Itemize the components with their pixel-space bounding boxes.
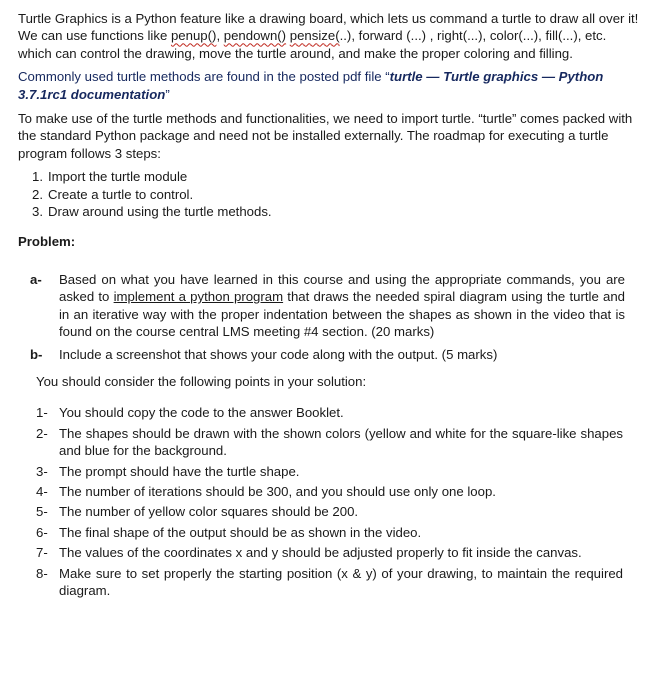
list-item (36, 483, 623, 500)
reference-doc-title: turtle — Turtle graphics — Python 3.7.1rc1 documentation (18, 69, 604, 102)
task-underlined-phrase: implement a python program (113, 289, 284, 305)
list-item (36, 524, 623, 541)
point-text: The values of the coordinates x and y should be adjusted properly to fit inside the canvas. (59, 545, 582, 561)
list-item (36, 544, 623, 561)
reference-text-end: ” (165, 86, 170, 102)
step-text: Import the turtle module (48, 169, 188, 185)
reference-paragraph (18, 68, 640, 103)
point-number: 5- (36, 504, 48, 520)
consider-text: You should consider the following points in your solution: (36, 373, 367, 389)
problem-heading: Problem: (18, 234, 76, 250)
task-text (59, 346, 625, 363)
pensize-function: pensize( (289, 28, 340, 44)
list-item (30, 271, 625, 341)
penup-function: penup() (170, 28, 217, 44)
step-number: 1. (32, 169, 43, 185)
point-text: The number of iterations should be 300, and you should use only one loop. (59, 483, 496, 499)
point-text: You should copy the code to the answer Booklet. (59, 405, 344, 421)
intro-separator-1: , (216, 28, 224, 44)
task-text-start: Include a screenshot that shows your code along with the output. (5 marks) (59, 346, 498, 362)
step-text: Create a turtle to control. (48, 186, 194, 202)
reference-text-start: Commonly used turtle methods are found in the posted pdf file “ (18, 69, 390, 85)
step-text: Draw around using the turtle methods. (48, 204, 272, 220)
point-text: The number of yellow color squares should be 200. (59, 504, 359, 520)
list-item (32, 168, 640, 185)
point-number: 1- (36, 405, 48, 421)
intro-text-end: ..), forward (...) , right(...), color(...), fill(...), etc. which can control the drawing, move the turtle around, and make the proper coloring and filling. (18, 28, 607, 61)
point-number: 3- (36, 463, 48, 479)
list-item (32, 203, 640, 220)
point-text: The final shape of the output should be as shown in the video. (59, 524, 422, 540)
point-number: 7- (36, 545, 48, 561)
points-list (36, 404, 623, 599)
document-page (18, 10, 640, 602)
list-item (36, 463, 623, 480)
list-item (32, 186, 640, 203)
step-number: 2. (32, 186, 43, 202)
task-text-end: that draws the needed spiral diagram using the turtle and in an iterative way with the proper indentation between the shapes as shown in the video that is found on the course central LMS meeting #4 section. (20 marks) (59, 289, 625, 340)
import-paragraph: To make use of the turtle methods and functionalities, we need to import turtle. “turtle” comes packed with the standard Python package and need not be installed externally. The roadmap for executing a turtle program follows 3 steps: (18, 111, 633, 161)
list-item (36, 425, 623, 460)
list-item (30, 346, 625, 363)
step-number: 3. (32, 204, 43, 220)
task-label: a- (30, 271, 42, 287)
list-item (36, 503, 623, 520)
steps-list (18, 168, 640, 220)
list-item (36, 404, 623, 421)
point-number: 2- (36, 425, 48, 441)
task-list (30, 271, 625, 363)
task-text-start: Based on what you have learned in this course and using the appropriate commands, you are asked to (59, 271, 625, 305)
pendown-function: pendown() (223, 28, 287, 44)
task-text (59, 271, 625, 341)
list-item (36, 565, 623, 600)
point-number: 4- (36, 483, 48, 499)
intro-text-start: Turtle Graphics is a Python feature like a drawing board, which lets us command a turtle to draw all over it! We can use functions like (18, 11, 639, 44)
task-label: b- (30, 346, 43, 362)
point-text: Make sure to set properly the starting position (x & y) of your drawing, to maintain the required diagram. (59, 565, 623, 598)
point-number: 6- (36, 524, 48, 540)
intro-paragraph (18, 10, 640, 62)
point-text: The shapes should be drawn with the shown colors (yellow and white for the square-like shapes and blue for the background. (59, 425, 623, 459)
point-number: 8- (36, 565, 48, 581)
point-text: The prompt should have the turtle shape. (59, 463, 300, 479)
